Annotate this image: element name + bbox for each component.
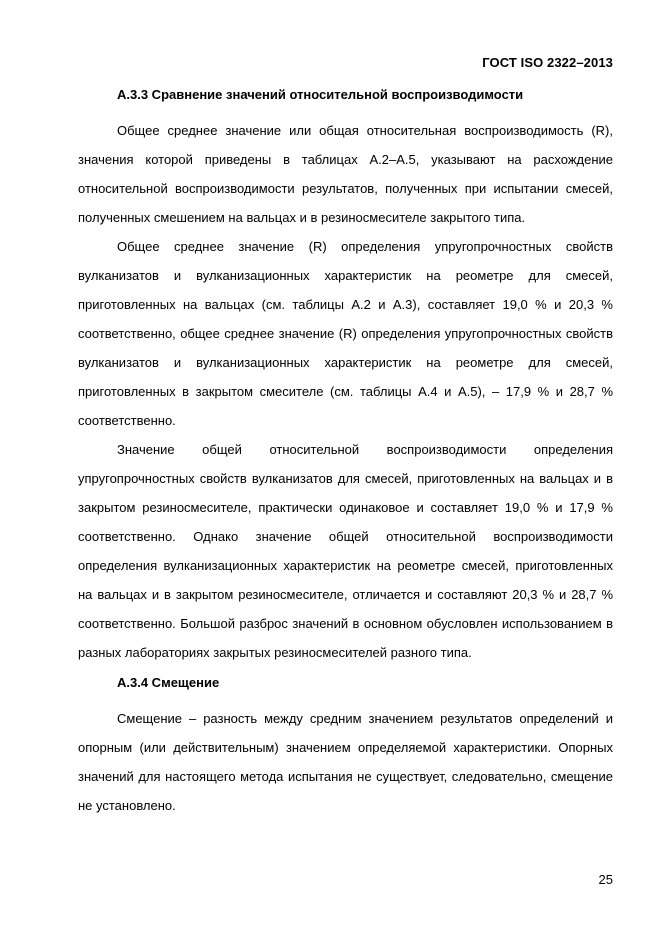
section-heading-a33: А.3.3 Сравнение значений относительной воспроизводимости [117, 87, 524, 102]
page-content [78, 84, 613, 820]
page-number: 25 [598, 872, 613, 887]
paragraph-a34-1: Смещение – разность между средним значением результатов определений и опорным (или действительным) значением определяемой характеристики. Опорных значений для настоящего метода испытания не существует, следовательно, смещение не установлено. [78, 711, 613, 813]
paragraph-a33-2: Общее среднее значение (R) определения упругопрочностных свойств вулканизатов и вулканизационных характеристик на реометре для смесей, приготовленных на вальцах (см. таблицы А.2 и А.3), составляет 19,0 % и 20,3 % соответственно, общее среднее значение (R) определения упругопрочностных свойств вулканизатов и вулканизационных характеристик на реометре для смесей, приготовленных в закрытом смесителе (см. таблицы А.4 и А.5), – 17,9 % и 28,7 % соответственно. [78, 239, 613, 428]
standard-header: ГОСТ ISO 2322–2013 [482, 55, 613, 70]
section-heading-a34: А.3.4 Смещение [117, 675, 220, 690]
paragraph-a33-1: Общее среднее значение или общая относительная воспроизводимость (R), значения которой приведены в таблицах А.2–А.5, указывают на расхождение относительной воспроизводимости результатов, полученных при испытании смесей, полученных смешением на вальцах и в резиносмесителе закрытого типа. [78, 123, 613, 225]
paragraph-a33-3: Значение общей относительной воспроизводимости определения упругопрочностных свойств вулканизатов для смесей, приготовленных на вальцах и в закрытом резиносмесителе, практически одинаковое и составляет 19,0 % и 17,9 % соответственно. Однако значение общей относительной воспроизводимости определения вулканизационных характеристик на реометре смесей, приготовленных на вальцах и в закрытом резиносмесителе, отличается и составляют 20,3 % и 28,7 % соответственно. Большой разброс значений в основном обусловлен использованием в разных лабораториях закрытых резиносмесителей разного типа. [78, 442, 613, 660]
